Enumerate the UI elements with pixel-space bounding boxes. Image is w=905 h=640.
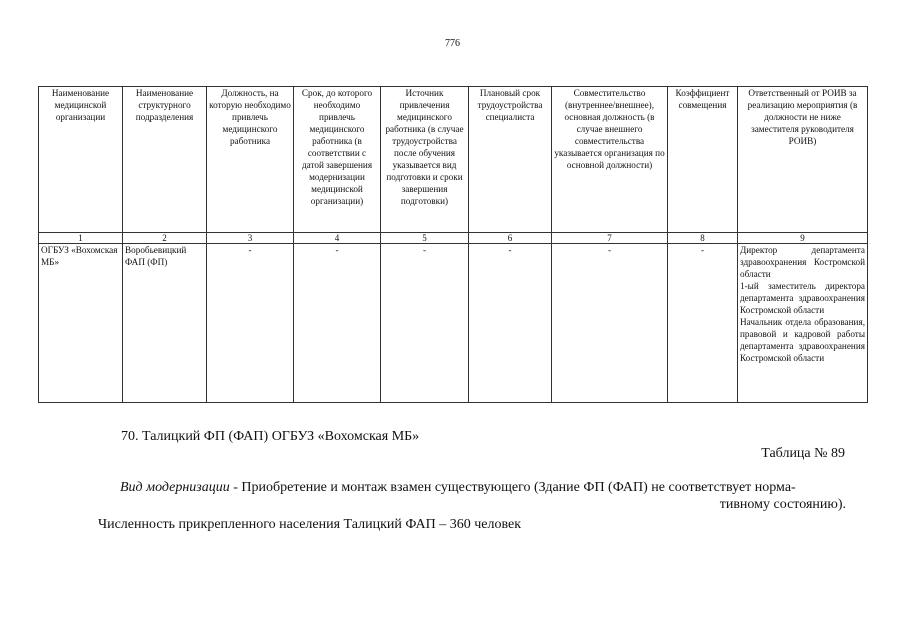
header-cell: Должность, на которую необходимо привлечь медицинского работника	[207, 87, 294, 233]
column-number: 1	[39, 233, 123, 244]
population-line: Численность прикрепленного населения Талицкий ФАП – 360 человек	[98, 517, 522, 532]
header-cell: Срок, до которого необходимо привлечь медицинского работника (в соответствии с датой завершения модернизации медицинской организации)	[294, 87, 381, 233]
header-cell: Плановый срок трудоустройства специалиста	[469, 87, 552, 233]
column-number: 6	[469, 233, 552, 244]
staffing-table	[38, 86, 868, 403]
table-row	[39, 244, 868, 403]
header-cell: Совместительство (внутреннее/внешнее), основная должность (в случае внешнего совместительства указывается организация по основной должности)	[552, 87, 668, 233]
responsible-entry: Начальник отдела образования, правовой и кадровой работы департамента здравоохранения Костромской области	[740, 317, 865, 363]
header-row	[39, 87, 868, 233]
combination-cell: -	[552, 244, 668, 403]
source-cell: -	[381, 244, 469, 403]
header-cell: Источник привлечения медицинского работника (в случае трудоустройства после обучения указывается вид подготовки и сроки завершения подготовки)	[381, 87, 469, 233]
modernization-label: Вид модернизации	[120, 480, 230, 495]
unit-cell: Воробьевицкий ФАП (ФП)	[123, 244, 207, 403]
column-number: 5	[381, 233, 469, 244]
responsible-entry: 1-ый заместитель директора департамента здравоохранения Костромской области	[740, 281, 865, 315]
section-heading: 70. Талицкий ФП (ФАП) ОГБУЗ «Вохомская МБ»	[121, 429, 420, 444]
header-cell: Наименование структурного подразделения	[123, 87, 207, 233]
position-cell: -	[207, 244, 294, 403]
header-cell: Ответственный от РОИВ за реализацию мероприятия (в должности не ниже заместителя руководителя РОИВ)	[738, 87, 868, 233]
modernization-paragraph	[120, 479, 846, 513]
column-number: 2	[123, 233, 207, 244]
modernization-text: - Приобретение и монтаж взамен существующего (Здание ФП (ФАП) не соответствует норма-	[229, 480, 796, 495]
responsible-cell	[738, 244, 868, 403]
header-cell: Коэффициент совмещения	[668, 87, 738, 233]
column-number-row	[39, 233, 868, 244]
column-number: 4	[294, 233, 381, 244]
responsible-entry: Директор департамента здравоохранения Костромской области	[740, 245, 865, 279]
coefficient-cell: -	[668, 244, 738, 403]
column-number: 9	[738, 233, 868, 244]
header-cell: Наименование медицинской организации	[39, 87, 123, 233]
org-cell: ОГБУЗ «Вохомская МБ»	[39, 244, 123, 403]
page-number: 776	[445, 38, 460, 49]
column-number: 3	[207, 233, 294, 244]
column-number: 7	[552, 233, 668, 244]
planned-cell: -	[469, 244, 552, 403]
deadline-cell: -	[294, 244, 381, 403]
table-label: Таблица № 89	[761, 446, 845, 461]
modernization-text-continued: тивному состоянию).	[719, 497, 846, 512]
column-number: 8	[668, 233, 738, 244]
